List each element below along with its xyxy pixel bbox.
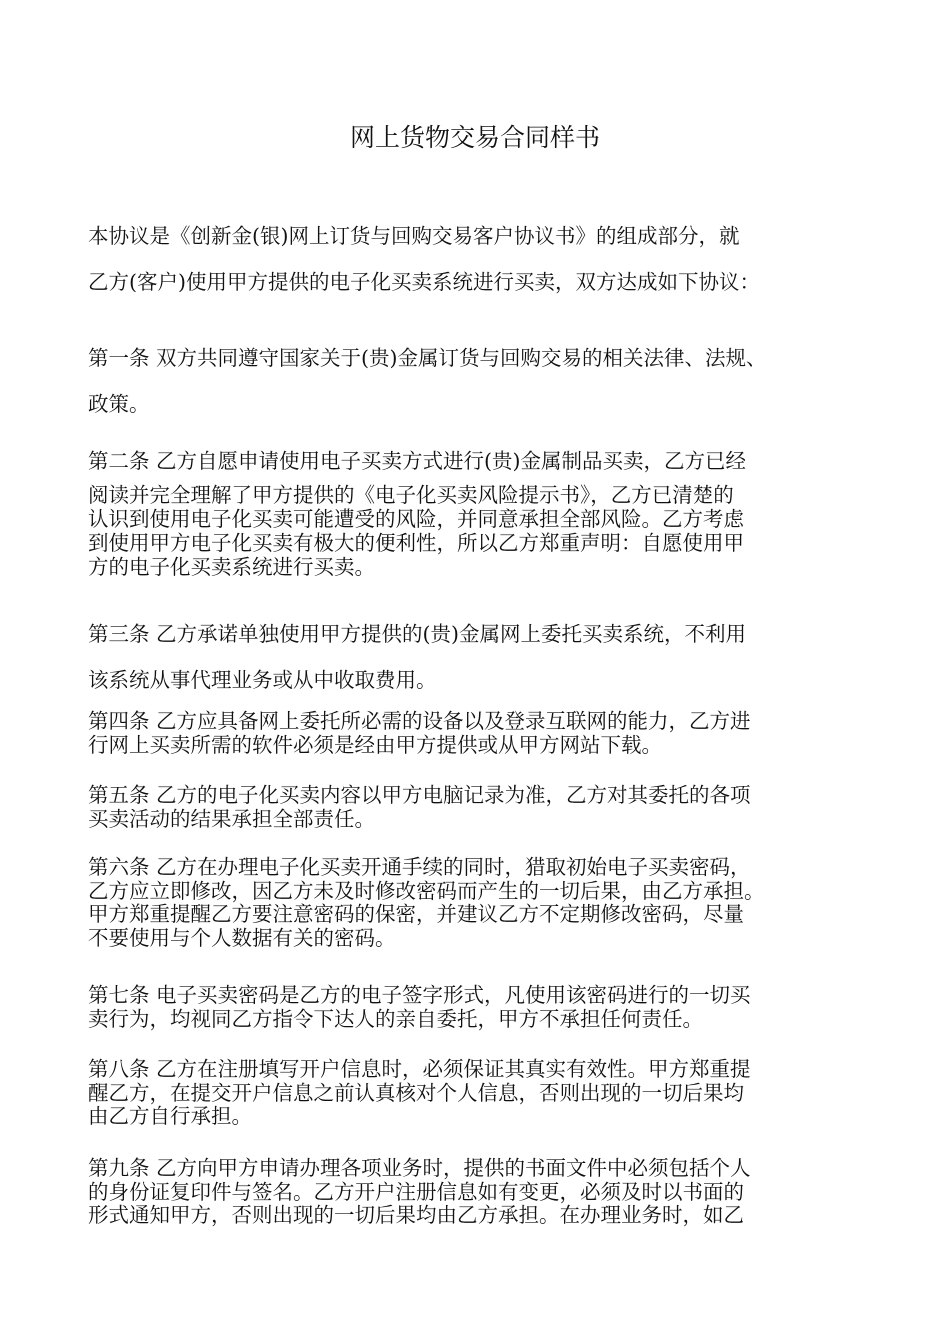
article-1	[88, 335, 878, 427]
article-line: 不要使用与个人数据有关的密码。	[88, 925, 396, 950]
article-line: 卖行为，均视同乙方指令下达人的亲自委托，甲方不承担任何责任。	[88, 1006, 703, 1031]
article-line: 第九条 乙方向甲方申请办理各项业务时，提供的书面文件中必须包括个人	[88, 1156, 751, 1180]
intro-line: 本协议是《创新金(银)网上订货与回购交易客户协议书》的组成部分，就	[88, 224, 740, 248]
article-5	[88, 784, 878, 831]
intro-paragraph	[88, 213, 878, 305]
article-2	[88, 439, 878, 579]
article-line: 该系统从事代理业务或从中收取费用。	[88, 668, 437, 692]
article-line: 第五条 乙方的电子化买卖内容以甲方电脑记录为准，乙方对其委托的各项	[88, 783, 751, 807]
article-line: 由乙方自行承担。	[88, 1104, 252, 1128]
article-line: 醒乙方，在提交开户信息之前认真核对个人信息，否则出现的一切后果均	[88, 1080, 744, 1105]
article-3	[88, 611, 878, 703]
article-line: 乙方应立即修改，因乙方未及时修改密码而产生的一切后果，由乙方承担。	[88, 878, 765, 903]
article-line: 第六条 乙方在办理电子化买卖开通手续的同时，猎取初始电子买卖密码，	[88, 855, 751, 879]
article-line: 认识到使用电子化买卖可能遭受的风险，并同意承担全部风险。乙方考虑	[88, 507, 744, 531]
article-line: 第七条 电子买卖密码是乙方的电子签字形式，凡使用该密码进行的一切买	[88, 983, 751, 1007]
article-6	[88, 856, 878, 950]
article-line: 形式通知甲方，否则出现的一切后果均由乙方承担。在办理业务时，如乙	[88, 1203, 744, 1227]
document-title: 网上货物交易合同样书	[349, 123, 600, 152]
article-line: 第一条 双方共同遵守国家关于(贵)金属订货与回购交易的相关法律、法规、	[88, 346, 767, 370]
article-line: 甲方郑重提醒乙方要注意密码的保密，并建议乙方不定期修改密码，尽量	[88, 902, 744, 926]
article-line: 政策。	[88, 392, 150, 416]
article-9	[88, 1157, 878, 1228]
article-line: 方的电子化买卖系统进行买卖。	[88, 555, 375, 579]
article-line: 行网上买卖所需的软件必须是经由甲方提供或从甲方网站下载。	[88, 732, 662, 757]
article-line: 第三条 乙方承诺单独使用甲方提供的(贵)金属网上委托买卖系统，不利用	[88, 622, 747, 646]
article-line: 第四条 乙方应具备网上委托所必需的设备以及登录互联网的能力，乙方进	[88, 709, 751, 733]
article-line: 到使用甲方电子化买卖有极大的便利性，所以乙方郑重声明：自愿使用甲	[88, 531, 744, 555]
intro-line: 乙方(客户)使用甲方提供的电子化买卖系统进行买卖，双方达成如下协议：	[88, 270, 760, 294]
article-line: 阅读并完全理解了甲方提供的《电子化买卖风险提示书》，乙方已清楚的	[88, 483, 734, 507]
article-line: 第二条 乙方自愿申请使用电子买卖方式进行(贵)金属制品买卖，乙方已经	[88, 449, 747, 473]
article-4	[88, 710, 878, 757]
article-8	[88, 1058, 878, 1129]
article-line: 第八条 乙方在注册填写开户信息时，必须保证其真实有效性。甲方郑重提	[88, 1057, 751, 1081]
article-7	[88, 984, 878, 1031]
article-line: 的身份证复印件与签名。乙方开户注册信息如有变更，必须及时以书面的	[88, 1179, 744, 1204]
article-line: 买卖活动的结果承担全部责任。	[88, 806, 375, 831]
